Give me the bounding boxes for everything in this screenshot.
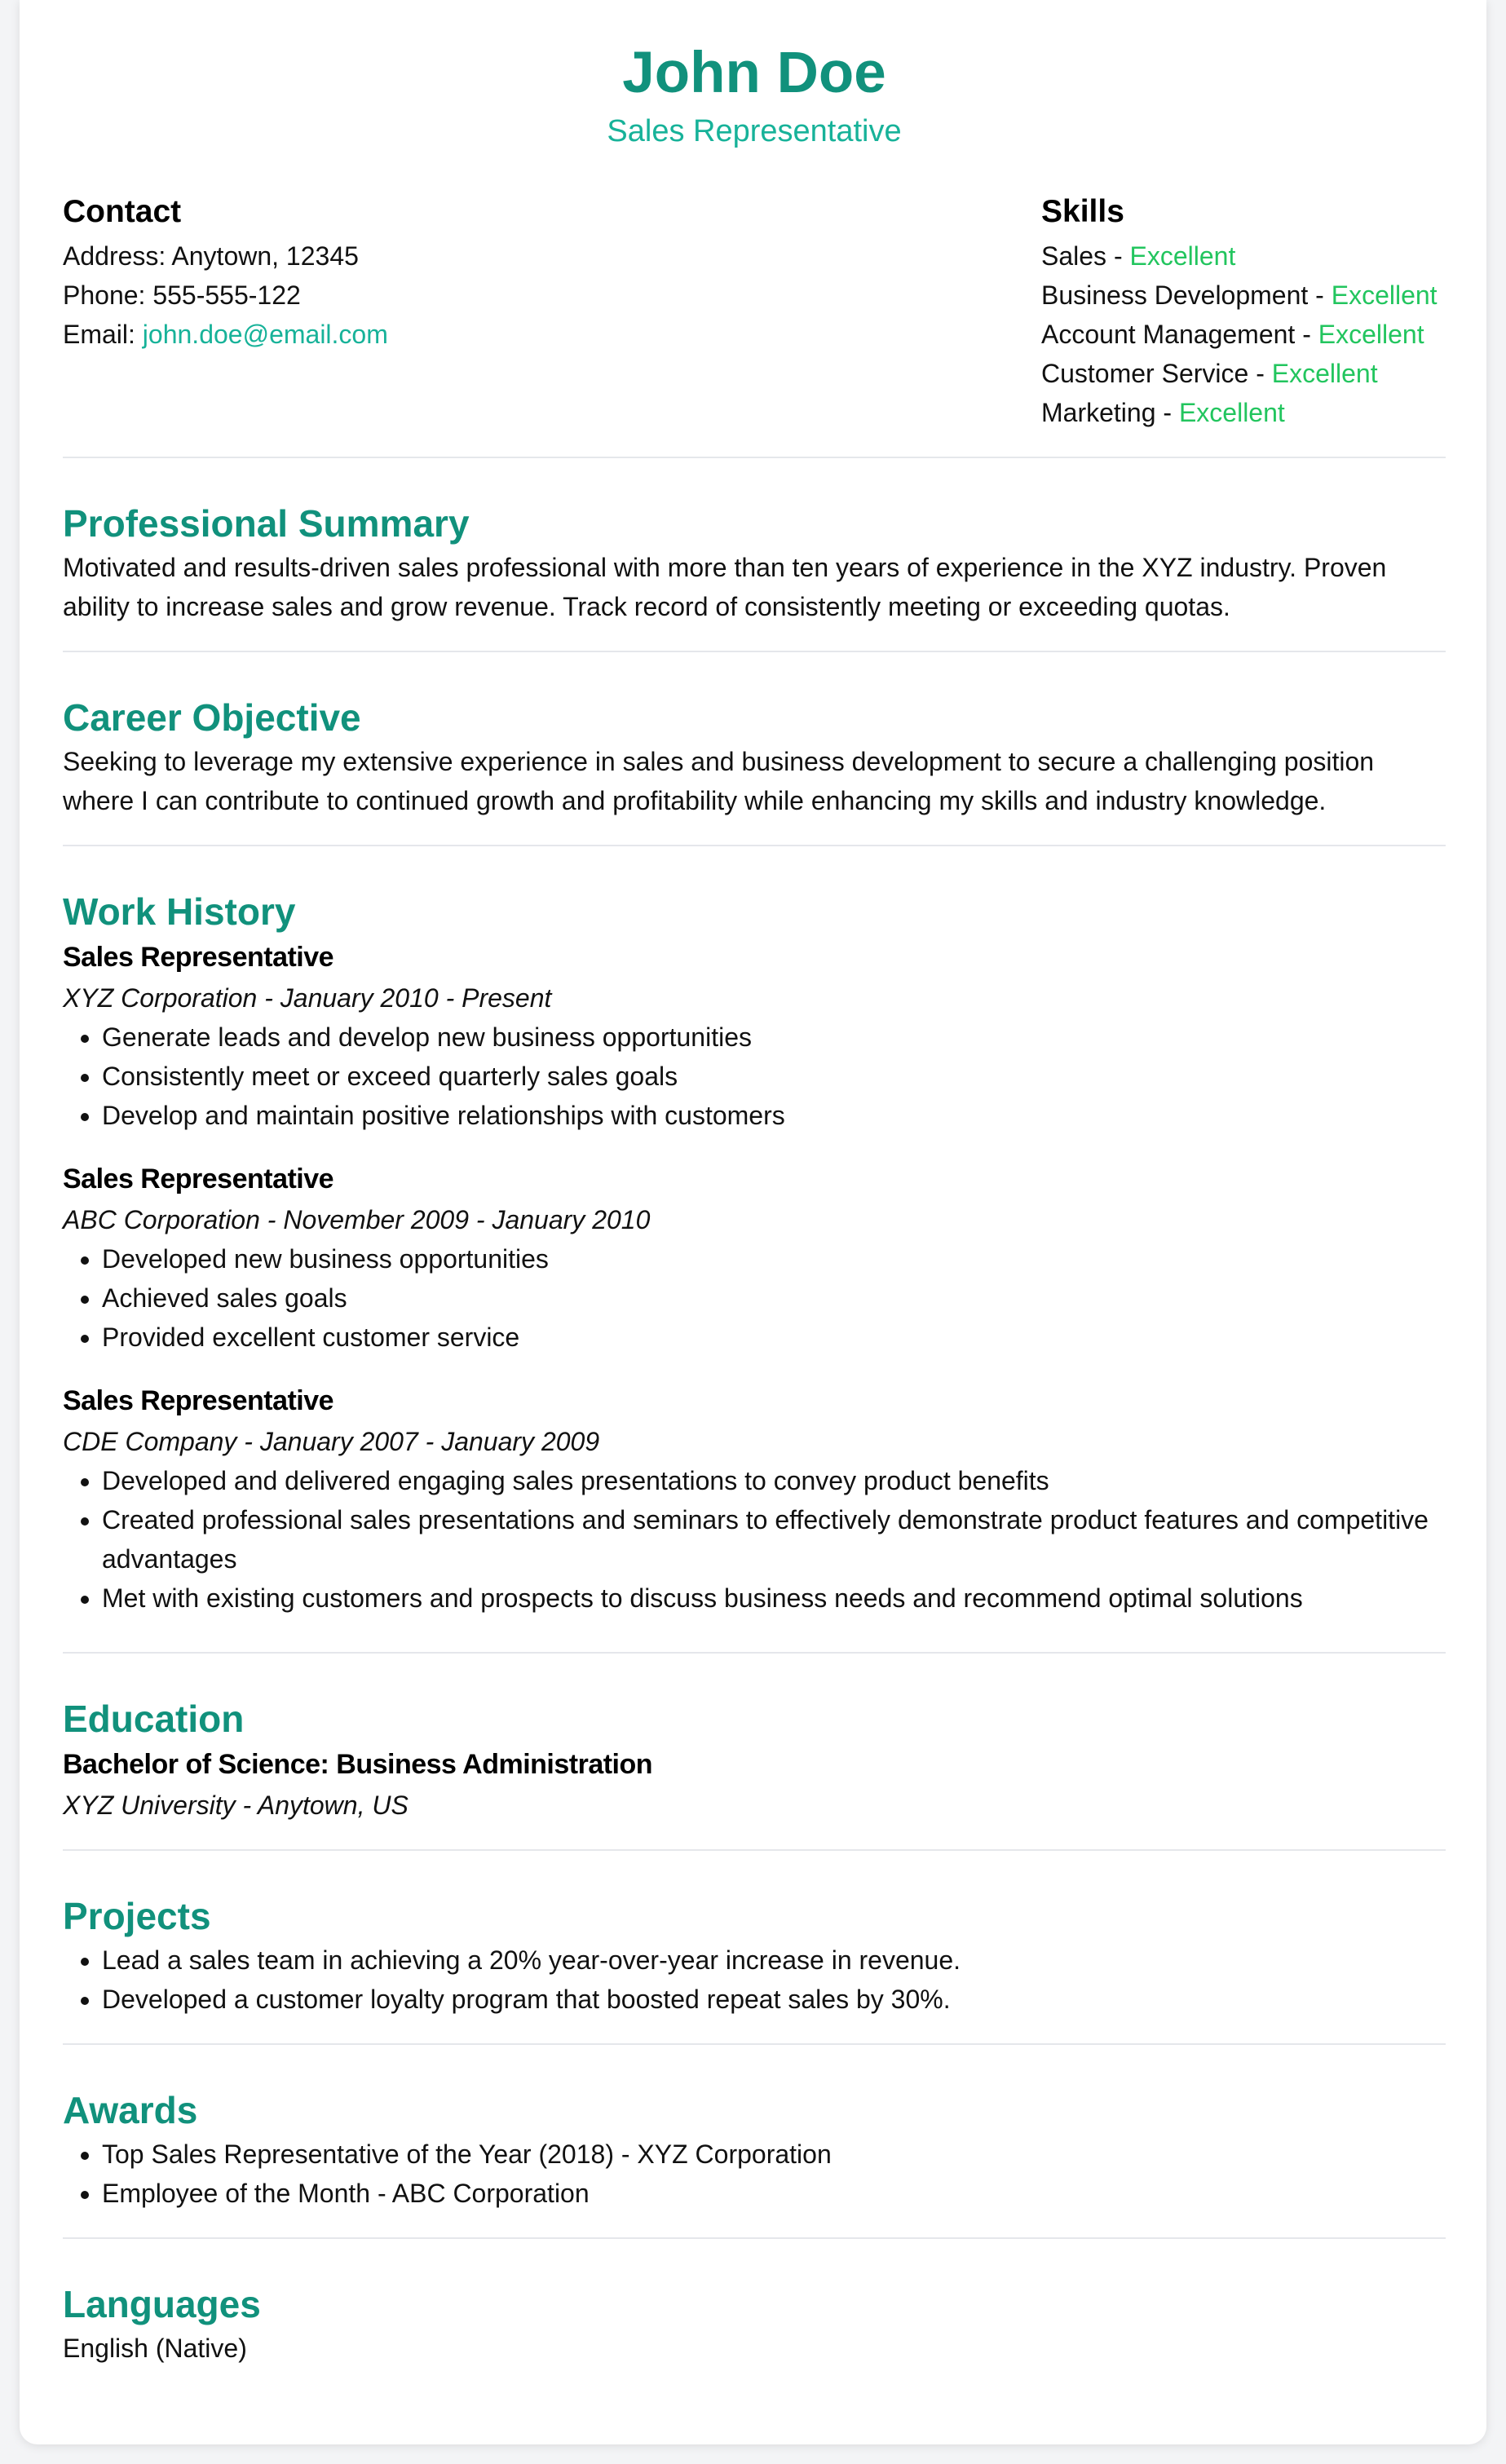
list-item: • Developed new business opportunities [102, 1239, 1446, 1278]
skill-name: Marketing [1041, 398, 1156, 427]
contact-phone [63, 276, 797, 315]
education-heading: Education [63, 1698, 245, 1740]
candidate-name: John Doe [622, 41, 886, 105]
skill-name: Business Development [1041, 280, 1309, 310]
resume-header [63, 36, 1446, 152]
skill-separator: - [1308, 280, 1332, 310]
skill-level: Excellent [1318, 320, 1424, 349]
skill-level: Excellent [1271, 359, 1378, 388]
objective-heading: Career Objective [63, 696, 361, 739]
job-entry [63, 936, 1446, 1135]
skill-separator: - [1155, 398, 1179, 427]
list-item: • Provided excellent customer service [102, 1318, 1446, 1357]
education-section [63, 1654, 1446, 1849]
resume-page [20, 0, 1486, 2444]
job-entry [63, 1158, 1446, 1357]
list-item: • Met with existing customers and prospects to discuss business needs and recommend optimal solutions [102, 1579, 1446, 1618]
contact-section [63, 192, 797, 432]
languages-heading: Languages [63, 2283, 261, 2325]
summary-heading: Professional Summary [63, 502, 470, 545]
address-value: Anytown, 12345 [171, 241, 359, 271]
awards-heading: Awards [63, 2089, 198, 2131]
skill-separator: - [1248, 359, 1272, 388]
skill-name: Customer Service [1041, 359, 1249, 388]
school: XYZ University - Anytown, US [63, 1791, 409, 1820]
job-title: Sales Representative [63, 942, 334, 973]
skill-level: Excellent [1331, 280, 1438, 310]
job-bullets [63, 1018, 1446, 1135]
projects-heading: Projects [63, 1895, 211, 1937]
skill-level: Excellent [1178, 398, 1285, 427]
skills-heading: Skills [1041, 194, 1124, 229]
list-item: • Generate leads and develop new business opportunities [102, 1018, 1446, 1057]
list-item: • Top Sales Representative of the Year (2018) - XYZ Corporation [102, 2135, 1446, 2174]
summary-section [63, 458, 1446, 651]
skill-item [1041, 315, 1446, 354]
list-item: • Consistently meet or exceed quarterly sales goals [102, 1057, 1446, 1096]
job-bullets [63, 1239, 1446, 1357]
contact-email [63, 315, 797, 354]
skill-separator: - [1295, 320, 1318, 349]
job-entry [63, 1380, 1446, 1618]
skill-item [1041, 276, 1446, 315]
skill-name: Account Management [1041, 320, 1296, 349]
list-item: • Achieved sales goals [102, 1278, 1446, 1318]
languages-text: English (Native) [63, 2334, 247, 2363]
job-title: Sales Representative [63, 1164, 334, 1194]
summary-text: Motivated and results-driven sales professional with more than ten years of experience in the XYZ industry. Proven ability to increase sales and grow revenue. Track record of consistently meeting or exceeding quotas. [63, 553, 1387, 621]
languages-section [63, 2239, 1446, 2392]
list-item: • Developed and delivered engaging sales presentations to convey product benefits [102, 1461, 1446, 1500]
list-item: • Lead a sales team in achieving a 20% year-over-year increase in revenue. [102, 1941, 1446, 1980]
awards-section [63, 2045, 1446, 2237]
work-history-heading: Work History [63, 890, 296, 933]
objective-section [63, 652, 1446, 845]
awards-list [63, 2135, 1446, 2213]
job-meta: XYZ Corporation - January 2010 - Present [63, 983, 552, 1013]
skill-separator: - [1106, 241, 1130, 271]
skill-item [1041, 236, 1446, 276]
list-item: • Develop and maintain positive relationships with customers [102, 1096, 1446, 1135]
candidate-title: Sales Representative [607, 114, 902, 148]
work-history-section [63, 846, 1446, 1652]
address-label: Address: [63, 241, 172, 271]
skill-item [1041, 393, 1446, 432]
phone-label: Phone: [63, 280, 153, 310]
job-title: Sales Representative [63, 1385, 334, 1416]
job-bullets [63, 1461, 1446, 1618]
phone-value: 555-555-122 [152, 280, 301, 310]
email-link[interactable]: john.doe@email.com [142, 320, 388, 349]
objective-text: Seeking to leverage my extensive experience in sales and business development to secure a challenging position where I can contribute to continued growth and profitability while enhancing my skills and industry knowledge. [63, 747, 1375, 815]
contact-address [63, 236, 797, 276]
projects-list [63, 1941, 1446, 2019]
skills-section [1041, 192, 1446, 432]
list-item: • Created professional sales presentations and seminars to effectively demonstrate product features and competitive advantages [102, 1500, 1446, 1579]
list-item: • Employee of the Month - ABC Corporation [102, 2174, 1446, 2213]
skill-item [1041, 354, 1446, 393]
job-meta: ABC Corporation - November 2009 - January 2010 [63, 1205, 651, 1234]
contact-skills-row [63, 192, 1446, 432]
email-label: Email: [63, 320, 143, 349]
degree: Bachelor of Science: Business Administration [63, 1749, 653, 1780]
skill-name: Sales [1041, 241, 1107, 271]
skill-level: Excellent [1129, 241, 1236, 271]
list-item: • Developed a customer loyalty program that boosted repeat sales by 30%. [102, 1980, 1446, 2019]
contact-heading: Contact [63, 194, 182, 229]
job-meta: CDE Company - January 2007 - January 2009 [63, 1427, 600, 1456]
projects-section [63, 1851, 1446, 2043]
